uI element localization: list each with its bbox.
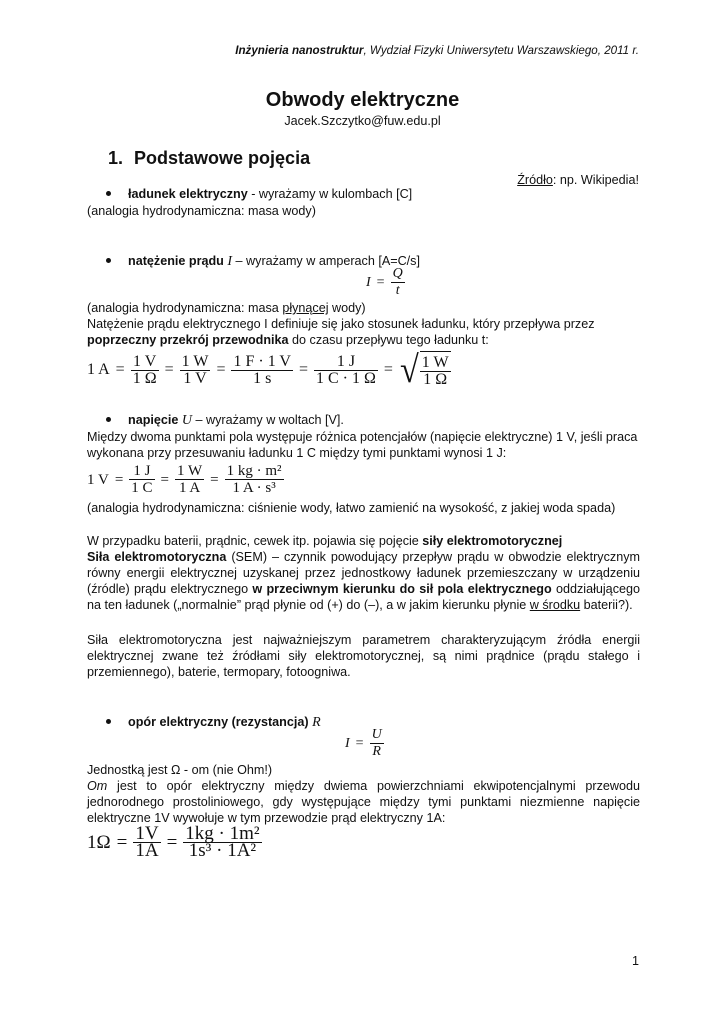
current-formula: I = $\frac{Q}{t}$ [366, 266, 403, 298]
ohm-definition: Om jest to opór elektryczny między dwiema powierzchniami ekwipotencjalnymi przewodu jednorodnego prostoliniowego, gdy występujące między tymi punktami niezmienne napięcie elektryczne 1V wywołuje w tym przewodzie prąd elektryczny 1A: [87, 779, 640, 825]
resistance-unit: Jednostką jest Ω - om (nie Ohm!) [87, 763, 273, 777]
voltage-symbol: U [181, 413, 193, 428]
current-symbol: I [227, 254, 233, 269]
voltage-desc: – wyrażamy w woltach [V]. [192, 413, 344, 427]
current-desc: – wyrażamy w amperach [A=C/s] [232, 254, 420, 268]
ohm-law-formula: I = $\frac{U}{R}$ [345, 727, 382, 759]
source-link[interactable]: Źródło [517, 173, 553, 187]
running-header [235, 43, 639, 59]
bullet-icon [106, 191, 111, 196]
voltage-term: napięcie [128, 413, 179, 427]
bullet-resistance [106, 714, 321, 731]
current-analogy: (analogia hydrodynamiczna: masa płynącej wody) [87, 301, 366, 315]
ampere-equation: 1 A = $\frac{1 V}{1 \Omega}$ = $\frac{1 W}{1 V}$ = $\frac{1 F \cdot 1 V}{1 s}$ = $\frac{1 J}{1 C \cdot 1 \Omega}$ = √ $\frac{1 W}{1 \Omega}$ [87, 349, 449, 391]
source-note [517, 172, 639, 188]
document-title: Obwody elektryczne [265, 89, 460, 111]
ohm-equation: 1Ω = $\frac{1V}{1A}$ = $\frac{\text{1kg · 1m²}}{\text{1s³ · 1A²}}$ [87, 823, 260, 861]
resistance-symbol: R [312, 715, 321, 730]
bullet-charge [106, 186, 412, 202]
current-term: natężenie prądu [128, 254, 224, 268]
emf-paragraph-2: Siła elektromotoryczna jest najważniejszym parametrem charakteryzującym źródła energii elektrycznej zwane też źródłami siły elektromotorycznej, są nimi prądnice (prądu stałego i przemiennego), baterie, termopary, fotoogniwa. [87, 633, 640, 679]
section-heading [108, 147, 310, 169]
voltage-analogy: (analogia hydrodynamiczna: ciśnienie wody, łatwo zamienić na wysokość, z jakiej woda spada) [87, 501, 616, 515]
section-number: 1. [108, 148, 124, 168]
formula-lhs: I [366, 274, 371, 290]
current-definition-line2: poprzeczny przekrój przewodnika do czasu przepływu tego ładunku t: [87, 333, 489, 347]
emf-definition: Siła elektromotoryczna (SEM) – czynnik powodujący przepływ prądu w obwodzie elektrycznym równy energii elektrycznej uzyskanej przez jednostkowy ładunek przemieszczany w urządzeniu (źródle) prądu elektrycznego w przeciwnym kierunku do sił pola elektrycznego oddziałującego na ten ładunek („normalnie” prąd płynie od (+) do (–), a w jakim kierunku płynie w środku baterii?). [87, 550, 640, 612]
header-rest: , Wydział Fizyki Uniwersytetu Warszawskiego, 2011 r. [363, 44, 639, 57]
sqrt-sign: √ $\frac{1 W}{1 \Omega}$ [399, 349, 449, 391]
current-definition-line1: Natężenie prądu elektrycznego I definiuje się jako stosunek ładunku, który przepływa przez [87, 317, 595, 331]
charge-analogy: (analogia hydrodynamiczna: masa wody) [87, 204, 316, 218]
header-course: Inżynieria nanostruktur [235, 44, 364, 57]
source-rest: : np. Wikipedia! [552, 173, 639, 187]
page-number: 1 [631, 954, 639, 968]
author-email: Jacek.Szczytko@fuw.edu.pl [284, 114, 441, 128]
charge-desc: - wyrażamy w kulombach [C] [247, 187, 413, 201]
formula-fraction: $\frac{Q}{t}$ [392, 266, 403, 298]
resistance-term: opór elektryczny (rezystancja) [128, 715, 309, 729]
bullet-icon [106, 719, 111, 724]
voltage-line1: Między dwoma punktami pola występuje różnica potencjałów (napięcie elektryczne) 1 V, jeśli praca [87, 430, 638, 444]
charge-term: ładunek elektryczny [128, 187, 248, 201]
bullet-voltage [106, 412, 344, 429]
bullet-icon [106, 258, 111, 263]
section-title: Podstawowe pojęcia [134, 148, 311, 168]
voltage-line2: wykonana przy przesuwaniu ładunku 1 C między tymi punktami wynosi 1 J: [87, 446, 507, 460]
volt-equation: 1 V = $\frac{1 J}{1 C}$ = $\frac{1 W}{1 A}$ = $\frac{\text{1 kg · m²}}{\text{1 A · s³}}$ [87, 463, 282, 496]
emf-intro: W przypadku baterii, prądnic, cewek itp. pojawia się pojęcie siły elektromotorycznej [87, 534, 563, 548]
bullet-icon [106, 417, 111, 422]
